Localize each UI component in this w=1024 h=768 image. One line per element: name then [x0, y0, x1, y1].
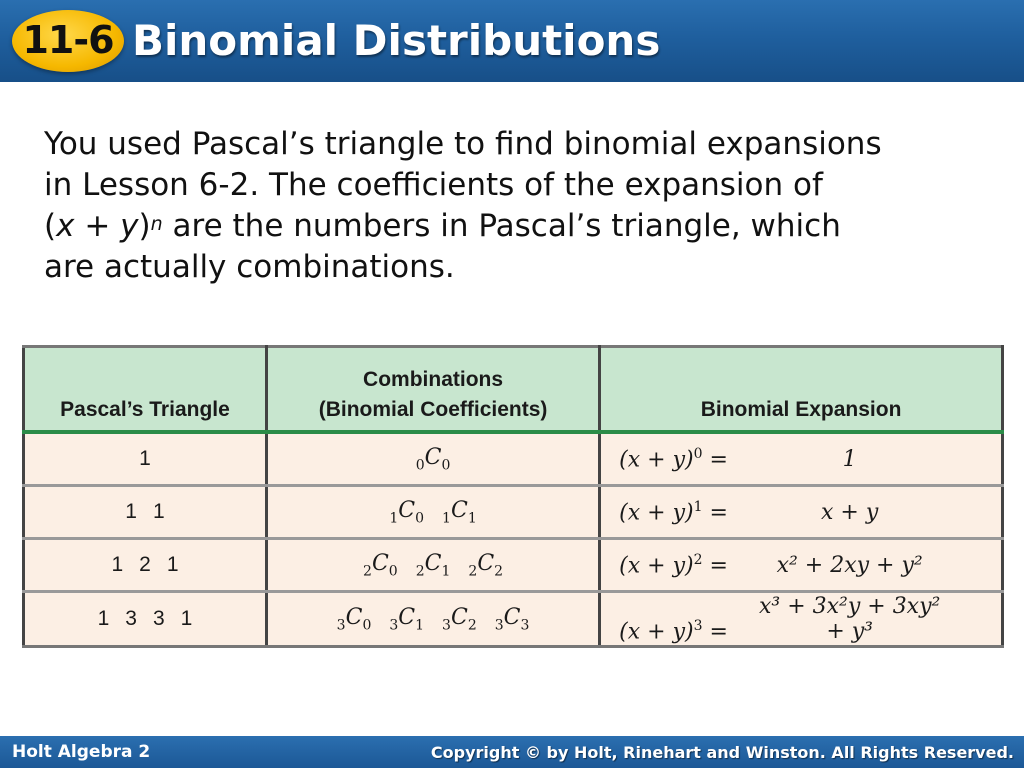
paren-open: ( — [44, 208, 57, 244]
table-row — [24, 539, 1003, 592]
equals-sign: = — [702, 619, 728, 644]
combination-symbol: C — [398, 604, 416, 630]
combination-n: 1 — [442, 510, 451, 527]
page-title: Binomial Distributions — [132, 16, 661, 65]
pascal-number: 2 — [139, 553, 151, 576]
combination-n: 3 — [494, 617, 504, 634]
paren-close: ) — [138, 208, 151, 244]
combination-n: 3 — [389, 617, 399, 634]
pascal-number: 1 — [139, 447, 151, 470]
combination-n: 1 — [389, 510, 399, 527]
expansion-lhs — [619, 499, 747, 525]
combination-n: 3 — [336, 617, 346, 634]
combination-k: 1 — [467, 510, 477, 527]
combinations-cell — [266, 486, 599, 539]
expansion-base: (x + y) — [619, 500, 694, 526]
combination-symbol: C — [424, 550, 442, 576]
combination-symbol: C — [398, 497, 416, 523]
combination-n: 2 — [468, 563, 478, 580]
expansion-power: 1 — [693, 498, 703, 515]
combination-k: 2 — [467, 617, 477, 634]
plus-sign: + — [74, 208, 121, 244]
combination-symbol: C — [424, 444, 442, 470]
pascal-number: 1 — [152, 500, 165, 523]
table-header-row — [24, 347, 1003, 433]
table-row — [24, 486, 1003, 539]
header-pascal: Pascal’s Triangle — [24, 347, 267, 433]
intro-paragraph — [44, 124, 994, 288]
combination-k: 1 — [415, 617, 425, 634]
header-combinations-line-1: Combinations — [363, 368, 504, 391]
expansion-rhs: x² + 2xy + y² — [776, 553, 923, 579]
combination-symbol: C — [450, 497, 468, 523]
pascal-cell — [24, 539, 267, 592]
pascal-cell — [24, 592, 267, 647]
combination-k: 2 — [494, 563, 504, 580]
combination-symbol: C — [450, 604, 468, 630]
combinations-cell — [266, 539, 599, 592]
combination-term — [494, 604, 530, 634]
pascal-number: 1 — [166, 553, 179, 576]
expansion-rhs: x + y — [821, 500, 879, 526]
pascal-number: 1 — [97, 607, 110, 630]
expansion-lhs — [619, 552, 747, 578]
pascal-number: 1 — [125, 500, 137, 523]
combination-n: 3 — [442, 617, 451, 634]
expansion-base: (x + y) — [619, 447, 694, 473]
intro-line-4: are actually combinations. — [44, 249, 455, 285]
pascal-number: 3 — [152, 607, 165, 630]
expansion-power: 2 — [693, 551, 703, 568]
var-y: y — [120, 208, 139, 244]
expansion-cell — [600, 592, 1003, 647]
combinations-cell — [266, 592, 599, 647]
expansion-rhs: x³ + 3x²y + 3xy² + y³ — [758, 594, 941, 644]
pascal-cell — [24, 432, 267, 486]
expansion-cell — [600, 539, 1003, 592]
combination-term — [389, 604, 425, 634]
combination-term — [442, 604, 477, 634]
intro-line-3-rest: are the numbers in Pascal’s triangle, which — [162, 208, 841, 244]
combination-symbol: C — [371, 550, 389, 576]
pascal-number: 3 — [125, 607, 137, 630]
table-row — [24, 592, 1003, 647]
combination-n: 2 — [363, 563, 372, 580]
expansion-cell — [600, 486, 1003, 539]
intro-line-1: You used Pascal’s triangle to find binomial expansions — [44, 126, 882, 162]
table-body — [24, 432, 1003, 647]
combination-k: 3 — [520, 617, 530, 634]
var-x: x — [56, 208, 75, 244]
combination-n: 0 — [415, 457, 425, 474]
expansion-power: 3 — [693, 617, 703, 634]
combination-k: 0 — [415, 510, 425, 527]
combination-n: 2 — [415, 563, 425, 580]
pascal-cell — [24, 486, 267, 539]
title-bar — [0, 0, 1024, 82]
exponent-n: n — [150, 213, 163, 235]
combination-k: 0 — [441, 457, 451, 474]
combinations-cell — [266, 432, 599, 486]
equals-sign: = — [702, 500, 728, 526]
intro-line-2: in Lesson 6-2. The coefficients of the expansion of — [44, 167, 823, 203]
combination-k: 0 — [362, 617, 372, 634]
combination-term — [336, 604, 372, 634]
combination-term — [415, 550, 451, 580]
intro-line-3 — [44, 206, 994, 247]
header-expansion: Binomial Expansion — [600, 347, 1003, 433]
combination-symbol: C — [345, 604, 363, 630]
expansion-base: (x + y) — [619, 619, 694, 644]
header-combinations-line-2: (Binomial Coefficients) — [318, 398, 548, 421]
lesson-badge — [12, 10, 124, 72]
combination-symbol: C — [503, 604, 521, 630]
expansion-base: (x + y) — [619, 553, 694, 579]
table-row — [24, 432, 1003, 486]
combination-term — [468, 550, 504, 580]
expansion-power: 0 — [693, 445, 703, 462]
expansion-lhs — [619, 618, 747, 644]
combination-term — [363, 550, 398, 580]
combination-symbol: C — [477, 550, 495, 576]
expansion-lhs — [619, 446, 747, 472]
binomial-table — [22, 345, 1004, 648]
equals-sign: = — [702, 553, 728, 579]
combination-term — [415, 444, 451, 474]
footer-book-title: Holt Algebra 2 — [12, 742, 151, 762]
combination-term — [389, 497, 425, 527]
pascal-number: 1 — [180, 607, 193, 630]
pascal-number: 1 — [111, 553, 124, 576]
combination-k: 1 — [441, 563, 451, 580]
footer-bar — [0, 736, 1024, 768]
lesson-number: 11-6 — [22, 18, 114, 62]
combination-term — [442, 497, 477, 527]
footer-copyright: Copyright © by Holt, Rinehart and Winston. All Rights Reserved. — [430, 743, 1014, 762]
expansion-cell — [600, 432, 1003, 486]
combination-k: 0 — [388, 563, 398, 580]
equals-sign: = — [702, 447, 728, 473]
header-combinations — [266, 347, 599, 433]
expansion-rhs: 1 — [842, 447, 857, 473]
